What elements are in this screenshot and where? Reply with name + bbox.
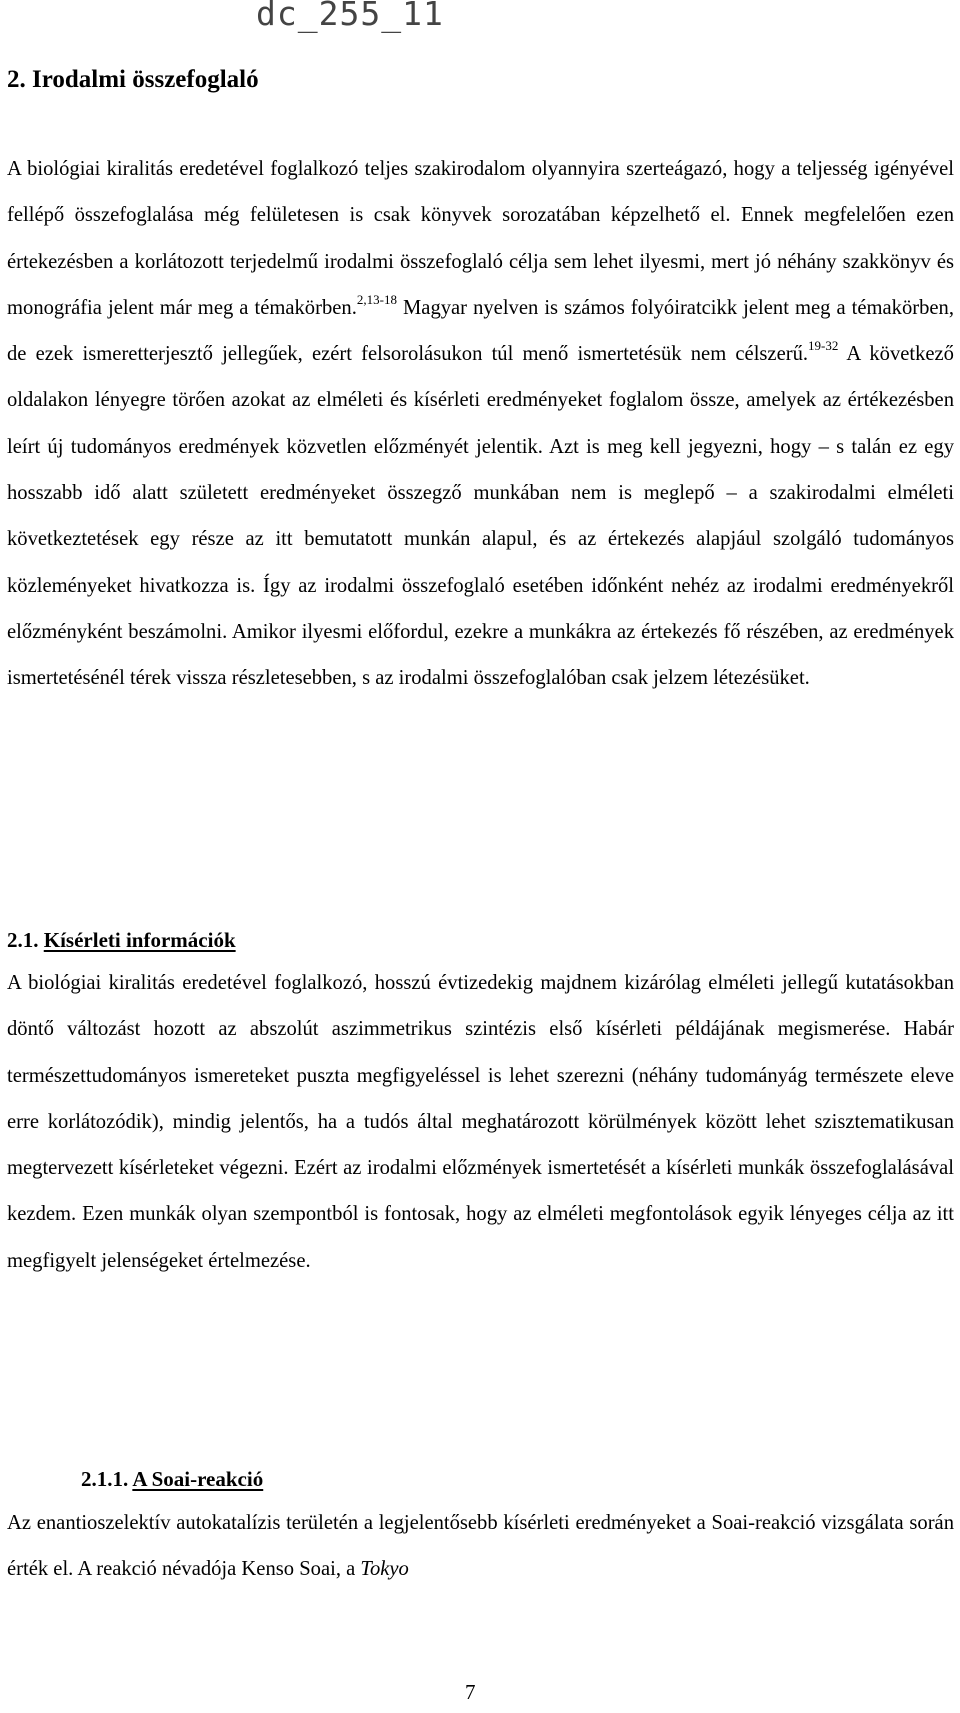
page-number: 7 bbox=[465, 1680, 476, 1704]
subsection-paragraph: A biológiai kiralitás eredetével foglalkozó, hosszú évtizedekig majdnem kizárólag elméleti jellegű kutatásokban döntő változást hozott az abszolút aszimmetrikus szintézis első kísérleti példájának megismerése. Habár természettudományos ismereteket puszta megfigyeléssel is lehet szerezni (néhány tudományág természete eleve erre korlátozódik), mindig jelentős, ha a tudós által meghatározott körülmények között lehet szisztematikusan megtervezett kísérleteket végezni. Ezért az irodalmi előzmények ismertetését a kísérleti munkák összefoglalásával kezdem. Ezen munkák olyan szempontból is fontosak, hogy az elméleti megfontolások egyik lényeges célja az itt megfigyelt jelenségeket értelmezése. bbox=[7, 972, 954, 1272]
subsubsection-title: A Soai-reakció bbox=[132, 1467, 264, 1491]
citation-ref: 2,13-18 bbox=[356, 291, 397, 307]
paragraph-text: A következő oldalakon lényegre törően azokat az elméleti és kísérleti eredményeket foglalom össze, amelyek az értékezésben leírt új tudományos eredmények közvetlen előzményét jelentik. Azt is meg kell jegyezni, hogy – s talán ez egy hosszabb idő alatt született eredményeket összegző munkában nem is meglepő – a szakirodalmi elméleti következtetések egy része az itt bemutatott munkán alapul, és az értekezés alapjául szolgáló tudományos közleményeket hivatkozza is. Így az irodalmi összefoglaló esetében időnként nehéz az irodalmi eredményekről előzményként beszámolni. Amikor ilyesmi előfordul, ezekre a munkákra az értekezés fő részében, az eredmények ismertetésénél térek vissza részletesebben, s az irodalmi összefoglalóban csak jelzem létezésüket. bbox=[7, 343, 954, 690]
section-paragraph bbox=[7, 146, 954, 702]
paragraph-text: Az enantioszelektív autokatalízis területén a legjelentősebb kísérleti eredményeket a Soai-reakció vizsgálata során érték el. A reakció névadója Kenso Soai, a bbox=[7, 1512, 954, 1581]
watermark: dc_255_11 bbox=[256, 0, 444, 33]
section-title: Irodalmi összefoglaló bbox=[32, 66, 259, 93]
section-heading bbox=[7, 66, 259, 94]
italic-text: Tokyo bbox=[360, 1558, 409, 1581]
section-number: 2. bbox=[7, 66, 26, 93]
paragraph-text: Magyar nyelven is számos folyóiratcikk jelent meg a témakörben, de ezek ismeretterjesztő jellegűek, ezért felsorolásukon túl menő ismertetésük nem célszerű. bbox=[7, 296, 954, 366]
subsubsection-heading bbox=[81, 1467, 263, 1492]
paragraph-text: A biológiai kiralitás eredetével foglalkozó teljes szakirodalom olyannyira szerteágazó, hogy a teljesség igényével fellépő összefoglalása még felületesen is csak könyvek sorozatában képzelhető el. Ennek megfelelően ezen értekezésben a korlátozott terjedelmű irodalmi összefoglaló célja sem lehet ilyesmi, mert jó néhány szakkönyv és monográfia jelent már meg a témakörben. bbox=[7, 158, 954, 319]
subsection-number: 2.1. bbox=[7, 928, 39, 952]
subsection-title: Kísérleti információk bbox=[43, 928, 236, 952]
subsubsection-number: 2.1.1. bbox=[81, 1467, 129, 1491]
subsection-heading bbox=[7, 928, 236, 953]
subsubsection-paragraph bbox=[7, 1500, 954, 1593]
citation-ref: 19-32 bbox=[808, 338, 839, 354]
